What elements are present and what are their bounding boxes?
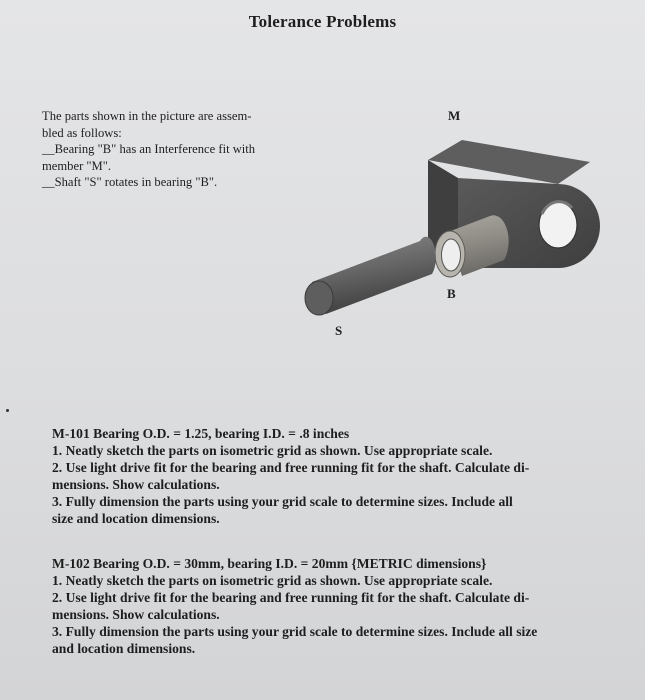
problem-m101 bbox=[52, 425, 627, 527]
shaft-end-face bbox=[305, 281, 333, 315]
label-m: M bbox=[448, 108, 461, 123]
problem-line: size and location dimensions. bbox=[52, 511, 220, 526]
problem-line: 1. Neatly sketch the parts on isometric grid as shown. Use appropriate scale. bbox=[52, 573, 493, 588]
intro-line: __Bearing "B" has an Interference fit with bbox=[42, 142, 256, 156]
problem-line: 2. Use light drive fit for the bearing and free running fit for the shaft. Calculate di- bbox=[52, 590, 530, 605]
problem-m102 bbox=[52, 555, 627, 657]
problem-line: 1. Neatly sketch the parts on isometric grid as shown. Use appropriate scale. bbox=[52, 443, 493, 458]
problem-heading: M-102 Bearing O.D. = 30mm, bearing I.D. = 20mm {METRIC dimensions} bbox=[52, 556, 487, 571]
intro-text bbox=[42, 108, 272, 191]
problem-heading: M-101 Bearing O.D. = 1.25, bearing I.D. = .8 inches bbox=[52, 426, 350, 441]
problem-line: 3. Fully dimension the parts using your grid scale to determine sizes. Include all bbox=[52, 494, 513, 509]
assembly-drawing bbox=[290, 100, 620, 350]
intro-line: bled as follows: bbox=[42, 125, 122, 140]
problem-line: and location dimensions. bbox=[52, 641, 196, 656]
problem-line: 3. Fully dimension the parts using your grid scale to determine sizes. Include all size bbox=[52, 624, 538, 639]
intro-line: The parts shown in the picture are assem- bbox=[42, 109, 252, 123]
page-title: Tolerance Problems bbox=[248, 12, 397, 31]
problem-line: mensions. Show calculations. bbox=[52, 477, 220, 492]
label-s: S bbox=[335, 323, 343, 338]
assembly-figure bbox=[290, 100, 620, 350]
shaft-s-part bbox=[305, 237, 436, 315]
bearing-bore bbox=[442, 239, 461, 271]
problem-line: mensions. Show calculations. bbox=[52, 607, 220, 622]
problem-line: 2. Use light drive fit for the bearing and free running fit for the shaft. Calculate di- bbox=[52, 460, 530, 475]
intro-line: member "M". bbox=[42, 158, 112, 173]
margin-dot bbox=[6, 409, 9, 412]
label-b: B bbox=[447, 286, 456, 301]
intro-line: __Shaft "S" rotates in bearing "B". bbox=[42, 175, 218, 189]
